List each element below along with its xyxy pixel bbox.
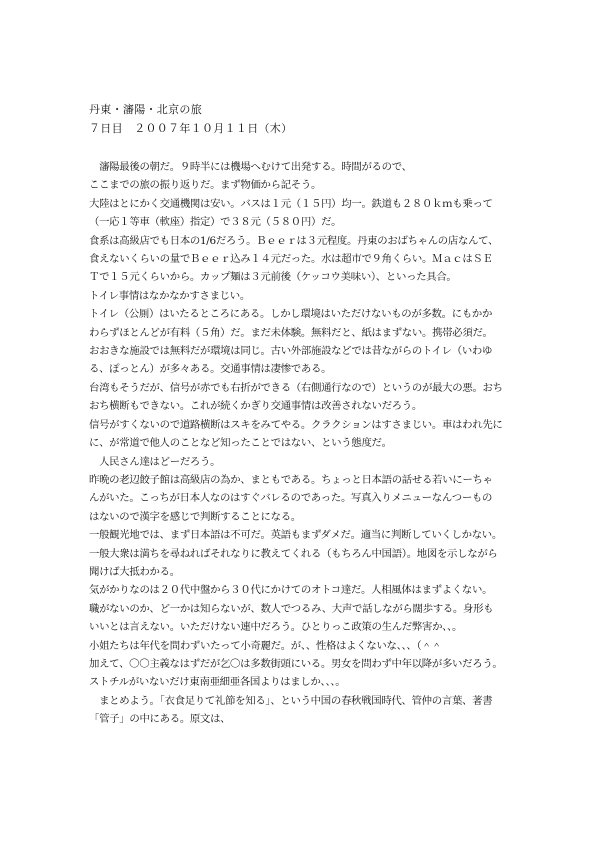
text-line: 台湾もそうだが、信号が赤でも右折ができる（右側通行なので）というのが最大の悪。おち — [89, 381, 503, 394]
document-date: ７日目 ２００７年１０月１１日（木） — [89, 122, 293, 135]
text-line: トイレ事情はなかなかすさまじい。 — [89, 289, 250, 302]
text-line: に、が常道で他人のことなど知ったことではない、という態度だ。 — [89, 437, 392, 450]
text-line: トイレ（公厠）はいたるところにある。しかし環境はいただけないものが多数。にもかか — [89, 308, 493, 321]
text-line: 一般観光地では、まず日本語は不可だ。英語もまずダメだ。適当に判断していくしかない。 — [89, 529, 502, 542]
text-line: 加えて、〇〇主義なはずだが乞〇は多数街頭にいる。男女を問わず中年以降が多いだろう。 — [89, 657, 503, 670]
text-line: 気がかりなのは２０代中盤から３０代にかけてのオトコ達だ。人相風体はまずよくない。 — [89, 584, 493, 597]
text-line: る、ぽっとん）が多々ある。交通事情は凄惨である。 — [89, 363, 332, 376]
text-line: 聞けば大抵わかる。 — [89, 565, 180, 578]
text-line: ここまでの旅の振り返りだ。まず物価から記そう。 — [89, 179, 322, 192]
text-line: はないので漢字を感じで判断することになる。 — [89, 510, 301, 523]
text-line: おおきな施設では無料だが環境は同じ。古い外部施設などでは昔ながらのトイレ（いわゆ — [89, 345, 493, 358]
text-line: 小姐たちは年代を問わずいたって小奇麗だ。が、、性格はよくないな、、、（＾＾ — [89, 639, 442, 652]
text-line: おち横断もできない。これが続くかぎり交通事情は改善されないだろう。 — [89, 400, 422, 413]
text-line: Ｔで１５元くらいから。カップ麺は３元前後（ケッコウ美味い）、といった具合。 — [89, 271, 457, 284]
text-line: 食えないくらいの量でＢｅｅｒ込み１４元だった。水は超市で９角くらい。ＭａｃはＳＥ — [89, 253, 493, 266]
text-line: 昨晩の老辺餃子館は高級店の為か、まともである。ちょっと日本語の話せる若いにーちゃ — [89, 473, 493, 486]
text-line: （一応１等車（軟座）指定）で３８元（５８０円）だ。 — [89, 216, 342, 229]
text-line: 食系は高級店でも日本の1/6だろう。Ｂｅｅｒは３元程度。丹東のおばちゃんの店なんて、 — [89, 234, 499, 247]
document-body — [89, 158, 529, 729]
text-line: んがいた。こっちが日本人なのはすぐバレるのであった。写真入りメニューなんつーもの — [89, 492, 493, 505]
text-line: 瀋陽最後の朝だ。９時半には機場へむけて出発する。時間がるので、 — [89, 161, 412, 173]
text-line: 「管子」の中にある。原文は、 — [89, 713, 231, 726]
text-line: 人民さん達はどーだろう。 — [89, 455, 221, 468]
document-header — [89, 100, 292, 138]
text-line: ストチルがいないだけ東南亜細亜各国よりはましか、、、。 — [89, 676, 346, 689]
text-line: 信号がすくないので道路横断はスキをみてやる。クラクションはすさまじい。車はわれ先に — [89, 418, 503, 431]
text-line: 一般大衆は満ちを尋ねればそれなりに教えてくれる（もちろん中国語）。地図を示しながら — [89, 547, 498, 560]
text-line: わらずほとんどが有料（５角）だ。まだ未体験。無料だと、紙はまずない。携帯必須だ。 — [89, 326, 493, 339]
document-title: 丹東・瀋陽・北京の旅 — [89, 103, 202, 116]
text-line: まとめよう。「衣食足りて礼節を知る」、という中国の春秋戦国時代、管仲の言葉、著書 — [89, 694, 493, 707]
text-line: 大陸はとにかく交通機関は安い。バスは１元（１５円）均一。鉄道も２８０ｋｍも乗って — [89, 197, 493, 210]
text-line: いいとは言えない。いただけない連中だろう。ひとりっこ政策の生んだ弊害か、、。 — [89, 621, 463, 634]
text-line: 職がないのか、ど一かは知らないが、数人でつるみ、大声で話しながら闊歩する。身形も — [89, 602, 494, 615]
